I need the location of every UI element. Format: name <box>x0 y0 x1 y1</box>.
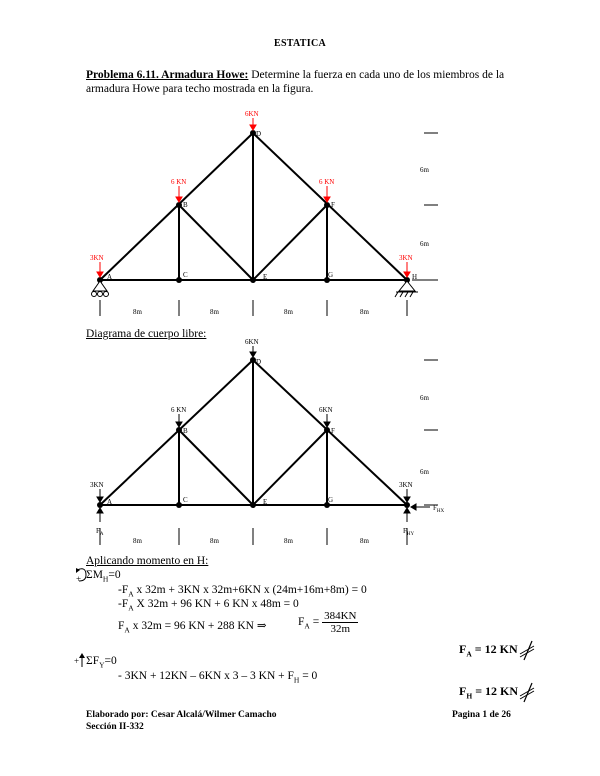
height-label: 6m <box>420 468 429 476</box>
free-body-diagram <box>0 330 600 550</box>
load-label-d: 6KN <box>245 110 259 118</box>
result-check-icon <box>518 682 538 704</box>
node-label: B <box>183 427 188 435</box>
height-label: 6m <box>420 166 429 174</box>
load-label-h: 3KN <box>399 254 413 262</box>
fbd-load-d: 6KN <box>245 338 259 346</box>
span-label: 8m <box>133 308 142 316</box>
load-label-a: 3KN <box>90 254 104 262</box>
fbd-load-f: 6KN <box>319 406 333 414</box>
node-label: B <box>183 201 188 209</box>
span-label: 8m <box>360 537 369 545</box>
height-label: 6m <box>420 240 429 248</box>
svg-text:+: + <box>74 656 80 666</box>
problem-title: Problema 6.11. Armadura Howe: <box>86 69 249 81</box>
span-label: 8m <box>210 537 219 545</box>
span-label: 8m <box>284 308 293 316</box>
node-label: E <box>263 273 268 281</box>
truss-diagram <box>0 100 600 330</box>
fbd-load-a: 3KN <box>90 481 104 489</box>
member-be <box>179 205 253 280</box>
node-label: H <box>412 273 418 281</box>
moment-fraction: $F_A$ = $\frac{384KN}{32m}$ <box>298 610 357 635</box>
load-label-f: 6 KN <box>319 178 335 186</box>
node-label: C <box>183 496 188 504</box>
support-pin-a <box>93 281 107 291</box>
load-label-b: 6 KN <box>171 178 187 186</box>
svg-text:+: + <box>76 574 82 584</box>
height-label: 6m <box>420 394 429 402</box>
document-header: ESTATICA <box>273 38 327 49</box>
moment-title: Aplicando momento en H: <box>86 555 209 567</box>
node-label: C <box>183 271 188 279</box>
support-pin-h <box>399 281 415 291</box>
problem-statement <box>86 68 526 96</box>
node-label: F <box>331 427 335 435</box>
fbd-title: Diagrama de cuerpo libre: <box>86 328 207 340</box>
node-label: F <box>331 201 335 209</box>
span-label: 8m <box>133 537 142 545</box>
node-label: A <box>107 498 113 506</box>
result-check-icon <box>518 640 538 662</box>
reaction-fa: $F_A$ <box>96 527 104 537</box>
result-fa: $F_A = 12$ KN <box>459 642 518 659</box>
reaction-fhy: $F_{HY}$ <box>403 527 415 537</box>
moment-line-1: $-F_A$ x 32m + 3KN x 32m+6KN x (24m+16m+8m) = 0 <box>118 584 367 599</box>
fbd-load-h: 3KN <box>399 481 413 489</box>
moment-line-2: $-F_A$ X 32m + 96 KN + 6 KN x 48m = 0 <box>118 598 299 613</box>
result-fh: $F_H = 12$ KN <box>459 684 519 701</box>
span-label: 8m <box>210 308 219 316</box>
moment-line-3: $F_A$ x 32m = 96 KN + 288 KN ⇒ <box>118 620 267 635</box>
forces-y-line: - 3KN + 12KN – 6KN x 3 – 3 KN + $F_H = 0$ <box>118 670 318 685</box>
node-label: A <box>107 273 113 281</box>
node-label: D <box>256 130 262 138</box>
forces-y-sum: $\Sigma F_Y=0$ <box>86 655 117 670</box>
span-label: 8m <box>284 537 293 545</box>
problem-text: Determine la fuerza en cada uno de los miembros de la armadura Howe para techo mostrada en la figura. <box>86 69 505 95</box>
footer-page: Pagina 1 de 26 <box>452 710 511 720</box>
node-label: D <box>256 358 262 366</box>
member-fe <box>253 205 327 280</box>
node-label: G <box>328 271 334 279</box>
footer-authors: Elaborado por: Cesar Alcalá/Wilmer Camacho <box>86 710 277 720</box>
moment-sum: $\Sigma M_H=0$ <box>86 569 121 584</box>
fbd-load-b: 6 KN <box>171 406 187 414</box>
footer-section: Sección II-332 <box>86 722 144 732</box>
span-label: 8m <box>360 308 369 316</box>
node-label: G <box>328 496 334 504</box>
reaction-fhx: $F_{HX}$ <box>433 504 445 514</box>
node-label: E <box>263 498 268 506</box>
